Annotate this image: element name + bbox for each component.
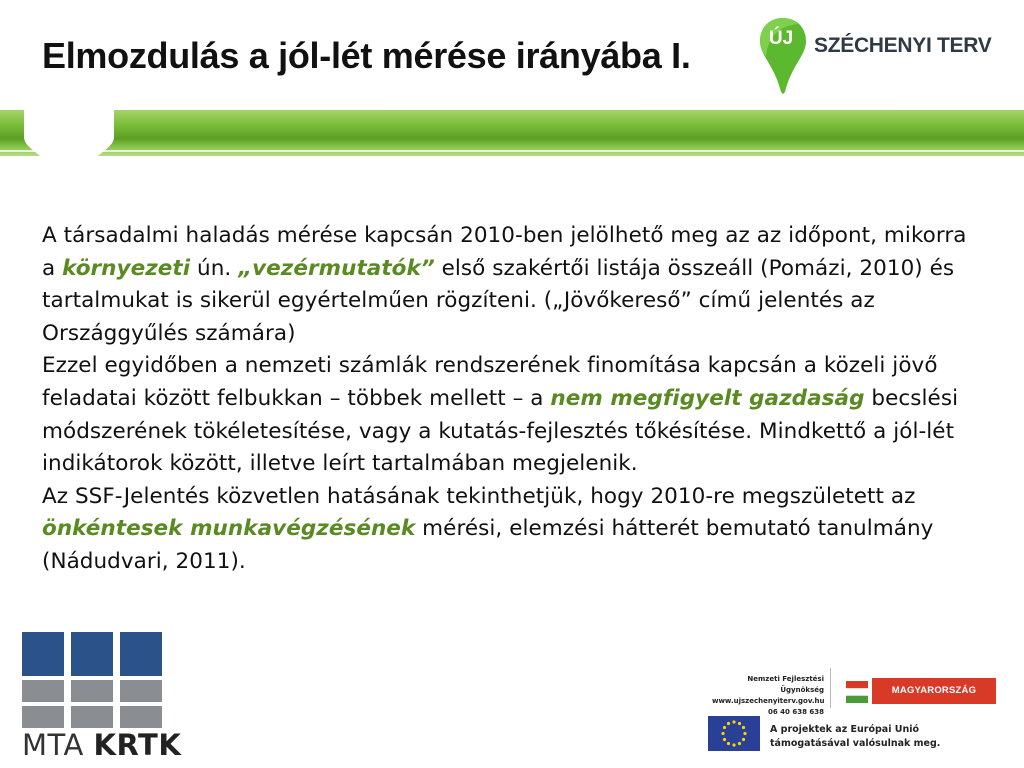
highlight-indicators: „vezérmutatók” [238, 255, 435, 281]
highlight-unobserved-economy: nem megfigyelt gazdaság [550, 385, 865, 411]
text-run: becslési módszerének tökéletesítése, vagy a kutatás-fejlesztés tőkésítése. Mindkettő a jól-lét indikátorok között, illetve leírt tartalmában megjelenik. [42, 385, 959, 477]
slide-body [42, 220, 972, 579]
hungarian-flag-icon [846, 681, 868, 703]
paragraph-1 [42, 220, 972, 350]
text-run: első szakértői listája összeáll (Pomázi, 2010) és tartalmukat is sikerül egyértelműen rögzíteni. („Jövőkereső” című jelentés az Országgyűlés számára) [42, 255, 955, 346]
krtk-unit-text: KRTK [93, 728, 182, 762]
paragraph-2 [42, 350, 972, 480]
footer-divider [830, 668, 831, 708]
agency-phone: 06 40 638 638 [767, 708, 824, 716]
eu-note-line-1: A projektek az Európai Unió [770, 724, 920, 735]
szechenyi-terv-logo [758, 16, 998, 96]
text-run: A társadalmi haladás mérése kapcsán 2010-ben jelölhető meg az az időpont, mikorra a [42, 223, 967, 281]
agency-name: Nemzeti Fejlesztési Ügynökség [747, 675, 824, 694]
agency-url: www.ujszechenyiterv.gov.hu [712, 697, 825, 705]
eu-funding-note [770, 723, 1010, 751]
logo-badge-text: ÚJ [768, 28, 794, 49]
text-run: Ezzel egyidőben a nemzeti számlák rendszerének finomítása kapcsán a közeli jövő feladatai között felbukkan – többek mellett – a [42, 353, 938, 411]
text-run: mérési, elemzési hátterét bemutató tanulmány (Nádudvari, 2011). [42, 516, 934, 574]
mta-krtk-logo-text [22, 728, 181, 762]
hungary-slogan-badge: MAGYARORSZÁG MEGÚJUL [872, 678, 996, 704]
paragraph-3 [42, 481, 972, 579]
highlight-volunteer-work: önkéntesek munkavégzésének [42, 516, 416, 542]
agency-info [712, 674, 824, 718]
logo-name-text: SZÉCHENYI TERV [814, 34, 992, 57]
highlight-environmental: környezeti [62, 255, 191, 281]
eu-note-line-2: támogatásával valósulnak meg. [770, 738, 941, 749]
slide-title: Elmozdulás a jól-lét mérése irányába I. [42, 35, 691, 76]
pin-shape-icon [24, 95, 114, 190]
text-run: Az SSF-Jelentés közvetlen hatásának tekinthetjük, hogy 2010-re megszületett az [42, 483, 916, 509]
eu-flag-icon [708, 716, 760, 751]
mta-org-text: MTA [22, 728, 84, 762]
text-run: ún. [190, 255, 239, 281]
header-band-highlight [0, 150, 1024, 152]
